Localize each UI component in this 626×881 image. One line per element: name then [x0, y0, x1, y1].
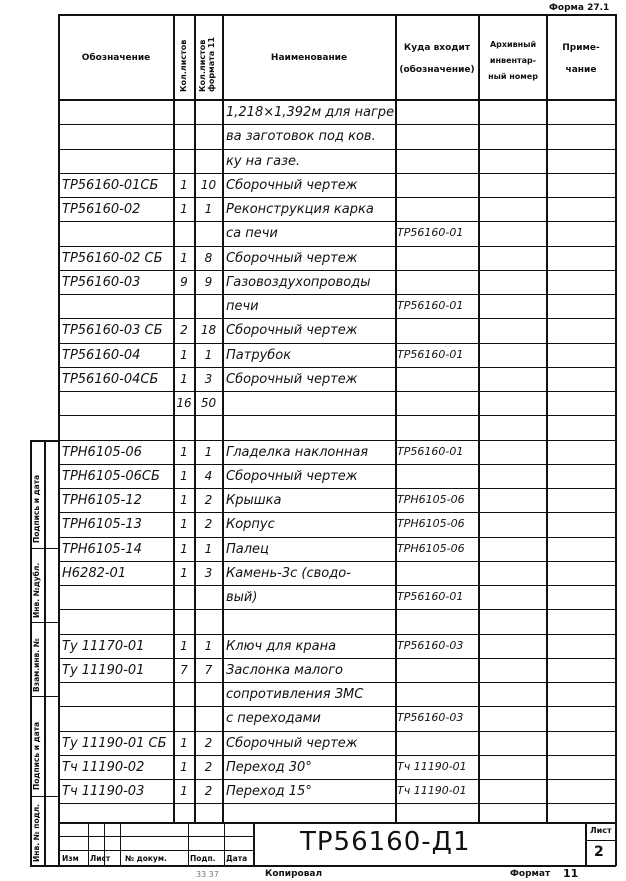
header-where-2: (обозначение): [399, 65, 475, 75]
cell-c1: 1: [180, 638, 188, 653]
cell-c1: 1: [180, 444, 188, 459]
cell-c2: 1: [204, 202, 213, 216]
cell-c2: 2: [204, 759, 213, 774]
cell-designation: ТРН6105-13: [62, 517, 142, 533]
cell-name: Газовоздухопроводы: [226, 274, 371, 290]
cell-name: с переходами: [226, 711, 321, 727]
footer-stamp: 33 37: [196, 870, 219, 879]
cell-designation: Н6282-01: [62, 565, 127, 581]
row-line: [58, 124, 616, 125]
tb-sign: Подп.: [190, 854, 216, 863]
row-line: [58, 197, 616, 198]
col-line-3: [222, 14, 224, 822]
cell-name: Корпус: [226, 517, 275, 533]
col-line-5: [478, 14, 480, 822]
cell-c1: 1: [180, 371, 188, 386]
cell-where: ТР56160-01: [397, 226, 464, 240]
cell-c1: 1: [180, 177, 188, 192]
cell-c2: 1: [204, 541, 213, 556]
cell-c1: 1: [180, 565, 188, 580]
tb-sheet-label: Лист: [590, 826, 612, 835]
row-line: [58, 585, 616, 586]
row-line: [58, 755, 616, 756]
row-line: [58, 488, 616, 489]
cell-c1: 1: [180, 735, 188, 750]
side-box-mid: [44, 440, 46, 866]
cell-c2: 9: [204, 274, 213, 289]
row-line: [58, 609, 616, 610]
cell-name: Сборочный чертеж: [226, 177, 358, 193]
cell-c1: 1: [180, 517, 188, 532]
cell-name: Сборочный чертеж: [226, 371, 358, 387]
tb-sheet-no: 2: [594, 844, 604, 860]
row-line: [58, 343, 616, 344]
cell-c1: 1: [180, 784, 188, 798]
cell-c1: 7: [180, 662, 188, 677]
cell-designation: Ту 11170-01: [62, 638, 145, 654]
cell-c1: 1: [180, 541, 188, 556]
col-line-6: [546, 14, 548, 822]
cell-designation: ТРН6105-06: [62, 444, 142, 460]
cell-designation: Ту 11190-01: [62, 662, 145, 678]
cell-designation: Ту 11190-01 СБ: [62, 735, 167, 751]
cell-c2: 3: [204, 565, 213, 580]
col-line-4: [395, 14, 397, 822]
row-line: [58, 391, 616, 392]
cell-c2: 1: [204, 444, 213, 459]
cell-name: 1,218×1,392м для нагре: [226, 105, 394, 120]
cell-name: Переход 30°: [226, 759, 312, 775]
cell-where: Тч 11190-01: [397, 784, 467, 797]
cell-name: Ключ для крана: [226, 638, 337, 654]
row-line: [58, 561, 616, 562]
side-label-inv-podl: Инв. № подл.: [32, 803, 41, 862]
row-line: [58, 537, 616, 538]
cell-name: Гладелка наклонная: [226, 444, 369, 460]
cell-name: са печи: [226, 226, 278, 242]
cell-designation: ТР56160-02 СБ: [62, 250, 163, 266]
row-line: [58, 440, 616, 441]
cell-designation: ТРН6105-12: [62, 493, 142, 508]
row-line: [58, 318, 616, 319]
cell-where: ТР56160-01: [397, 444, 464, 458]
cell-where: ТР56160-01: [397, 299, 464, 312]
cell-c2: 3: [204, 371, 213, 386]
row-line: [58, 221, 616, 222]
cell-name: вый): [226, 590, 258, 605]
tb-v4: [188, 822, 189, 866]
cell-name: сопротивления ЗМС: [226, 687, 364, 702]
header-name: Наименование: [270, 53, 348, 63]
cell-c2: 50: [200, 396, 217, 410]
cell-c2: 1: [204, 347, 213, 362]
row-line: [58, 464, 616, 465]
cell-c2: 4: [204, 468, 213, 483]
cell-c2: 2: [204, 493, 213, 507]
cell-name: Переход 15°: [226, 784, 312, 799]
title-top-right: [253, 822, 616, 824]
cell-name: Патрубок: [226, 347, 292, 363]
cell-c2: 7: [204, 662, 213, 677]
cell-c1: 9: [180, 274, 188, 289]
cell-name: Сборочный чертеж: [226, 735, 358, 751]
cell-designation: ТРН6105-14: [62, 541, 142, 557]
cell-where: ТРН6105-06: [397, 541, 465, 555]
header-bottom-line: [58, 99, 616, 101]
cell-c2: 1: [204, 638, 213, 653]
cell-designation: Тч 11190-02: [62, 759, 145, 775]
header-sheets-format: Кол.листов формата 11: [198, 36, 216, 92]
row-line: [58, 149, 616, 150]
tb-date: Дата: [226, 854, 248, 863]
doc-code: ТР56160-Д1: [300, 827, 471, 857]
frame-top: [58, 14, 616, 16]
side-label-vzam-inv: Взам.инв. №: [32, 638, 41, 692]
cell-c1: 1: [180, 250, 188, 265]
side-label-inv-dubl: Инв. №дубл.: [32, 562, 41, 618]
footer-copied: Копировал: [265, 869, 323, 879]
side-div-1: [30, 548, 59, 549]
col-line-2: [194, 14, 196, 822]
header-archive-1: Архивный: [489, 40, 537, 49]
cell-c2: 2: [204, 735, 213, 750]
cell-name: Крышка: [226, 493, 282, 508]
cell-designation: ТР56160-03: [62, 274, 141, 290]
row-line: [58, 173, 616, 174]
row-line: [58, 246, 616, 247]
tb-izm: Изм: [62, 854, 79, 863]
cell-name: печи: [226, 299, 259, 314]
cell-where: Тч 11190-01: [397, 759, 467, 773]
cell-c2: 2: [204, 784, 213, 798]
cell-name: ку на газе.: [226, 153, 301, 169]
tb-doc-no: № докум.: [125, 854, 167, 863]
footer-format: Формат: [510, 869, 551, 879]
cell-where: ТР56160-01: [397, 590, 464, 603]
form-label: Форма 27.1: [549, 3, 610, 13]
row-line: [58, 706, 616, 707]
header-archive-2: инвентар-: [489, 56, 537, 65]
cell-c2: 10: [200, 177, 217, 192]
row-line: [58, 634, 616, 635]
cell-where: ТР56160-03: [397, 711, 464, 725]
cell-c2: 2: [204, 517, 213, 532]
cell-c1: 1: [180, 759, 188, 774]
cell-name: Реконструкция карка: [226, 202, 374, 217]
tb-v3: [120, 822, 121, 866]
cell-designation: ТР56160-04: [62, 347, 141, 363]
header-where-1: Куда входит: [403, 43, 471, 53]
col-line-1: [173, 14, 175, 822]
cell-where: ТР56160-03: [397, 638, 464, 652]
row-line: [58, 658, 616, 659]
cell-designation: ТР56160-03 СБ: [62, 323, 163, 339]
cell-c1: 16: [176, 396, 192, 410]
tb-sheet-sep: [585, 822, 587, 866]
title-sep: [253, 822, 255, 866]
side-box-top: [30, 440, 59, 442]
tb-v1: [88, 822, 89, 866]
side-div-3: [30, 696, 59, 697]
cell-where: ТР56160-01: [397, 347, 464, 361]
tb-sheet-row: [585, 840, 616, 841]
cell-designation: ТР56160-04СБ: [62, 371, 159, 387]
header-sheets-count: Кол.листов: [179, 39, 188, 92]
footer-format-value: 11: [563, 867, 579, 880]
cell-name: Сборочный чертеж: [226, 468, 358, 484]
row-line: [58, 270, 616, 271]
header-archive-3: ный номер: [488, 72, 538, 81]
side-div-4: [30, 796, 59, 797]
row-line: [58, 367, 616, 368]
cell-name: Сборочный чертеж: [226, 323, 358, 339]
header-designation: Обозначение: [81, 53, 151, 63]
row-line: [58, 415, 616, 416]
row-line: [58, 682, 616, 683]
cell-c2: 18: [200, 323, 217, 338]
header-note-1: Приме-: [562, 43, 600, 53]
frame-bottom: [58, 865, 616, 867]
row-line: [58, 779, 616, 780]
header-note-2: чание: [565, 65, 597, 75]
side-div-5: [30, 865, 59, 867]
cell-where: ТРН6105-06: [397, 517, 465, 531]
cell-designation: ТР56160-02: [62, 202, 141, 217]
side-label-sign-date-1: Подпись и дата: [32, 721, 41, 790]
cell-c1: 2: [180, 323, 188, 338]
cell-c1: 1: [180, 347, 188, 362]
tb-v5: [224, 822, 225, 866]
row-line: [58, 512, 616, 513]
row-line: [58, 803, 616, 804]
cell-name: Заслонка малого: [226, 662, 343, 678]
cell-c2: 8: [204, 250, 213, 265]
side-div-2: [30, 622, 59, 623]
cell-designation: ТР56160-01СБ: [62, 177, 159, 193]
row-line: [58, 731, 616, 732]
cell-name: Камень-3с (сводо-: [226, 565, 351, 581]
cell-designation: ТРН6105-06СБ: [62, 468, 160, 484]
cell-name: ва заготовок под ков.: [226, 129, 376, 145]
cell-where: ТРН6105-06: [397, 493, 465, 506]
cell-c1: 1: [180, 493, 188, 507]
cell-c1: 1: [180, 202, 188, 216]
cell-designation: Тч 11190-03: [62, 784, 145, 799]
tb-list: Лист: [90, 854, 111, 863]
cell-name: Сборочный чертеж: [226, 250, 358, 266]
row-line: [58, 294, 616, 295]
cell-c1: 1: [180, 468, 188, 483]
side-label-sign-date-2: Подпись и дата: [32, 474, 41, 543]
cell-name: Палец: [226, 541, 269, 557]
